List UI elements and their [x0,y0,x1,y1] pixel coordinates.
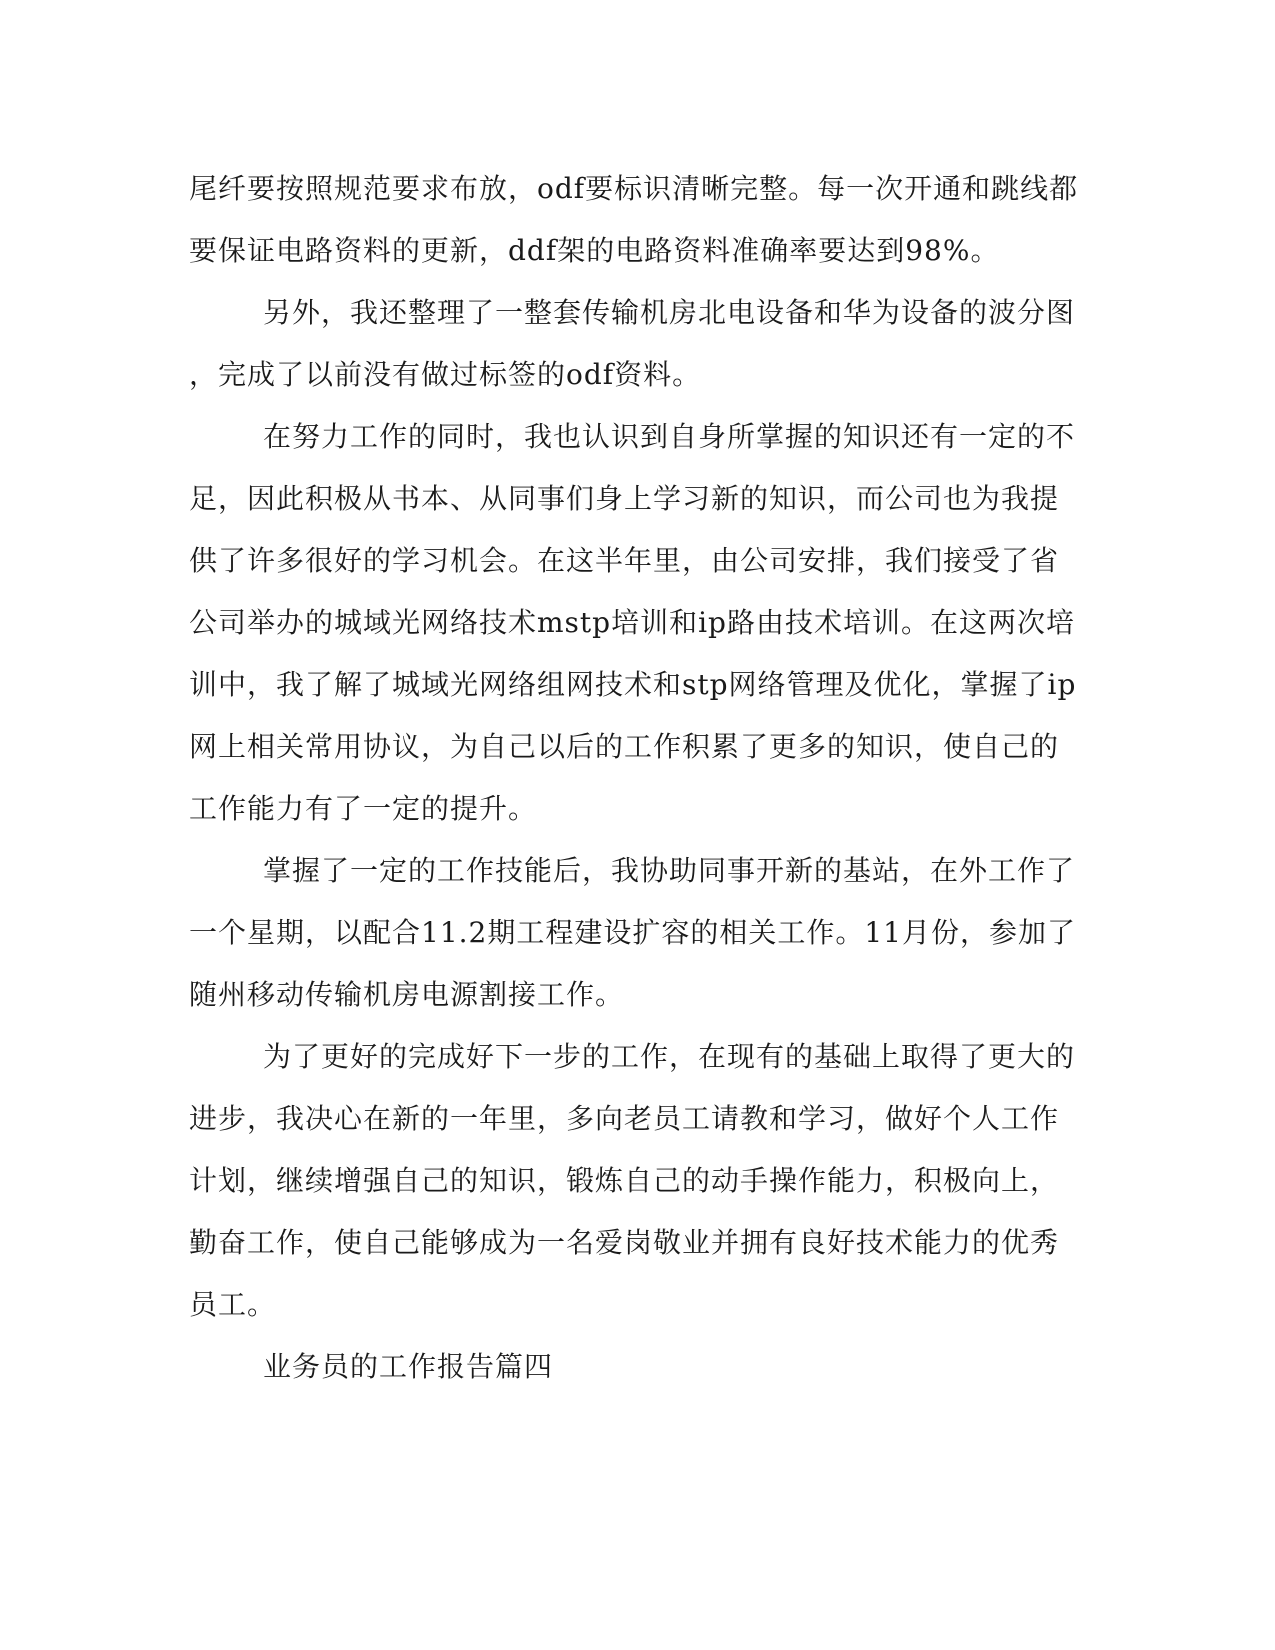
text-line: 勤奋工作，使自己能够成为一名爱岗敬业并拥有良好技术能力的优秀 [189,1226,1060,1259]
text-line: 网上相关常用协议，为自己以后的工作积累了更多的知识，使自己的 [189,730,1060,763]
text-line: 尾纤要按照规范要求布放，odf要标识清晰完整。每一次开通和跳线都 [189,172,1079,205]
text-line: 随州移动传输机房电源割接工作。 [189,978,625,1011]
text-line: 计划，继续增强自己的知识，锻炼自己的动手操作能力，积极向上， [189,1164,1060,1197]
paragraph-start: 在努力工作的同时，我也认识到自身所掌握的知识还有一定的不 [263,420,1076,453]
text-line: 公司举办的城域光网络技术mstp培训和ip路由技术培训。在这两次培 [189,606,1075,639]
text-line: 要保证电路资料的更新，ddf架的电路资料准确率要达到98%。 [189,234,1000,267]
text-line: 员工。 [189,1288,277,1321]
paragraph-start: 掌握了一定的工作技能后，我协助同事开新的基站，在外工作了 [263,854,1076,887]
text-line: 进步，我决心在新的一年里，多向老员工请教和学习，做好个人工作 [189,1102,1060,1135]
text-line: 训中，我了解了城域光网络组网技术和stp网络管理及优化，掌握了ip [189,668,1077,701]
document-body [189,158,1089,1398]
text-line: 供了许多很好的学习机会。在这半年里，由公司安排，我们接受了省 [189,544,1060,577]
text-line: 工作能力有了一定的提升。 [189,792,538,825]
text-line: 一个星期，以配合11.2期工程建设扩容的相关工作。11月份，参加了 [189,916,1076,949]
section-heading: 业务员的工作报告篇四 [263,1350,554,1383]
text-line: ，完成了以前没有做过标签的odf资料。 [189,358,702,391]
paragraph-start: 为了更好的完成好下一步的工作，在现有的基础上取得了更大的 [263,1040,1076,1073]
text-line: 足，因此积极从书本、从同事们身上学习新的知识，而公司也为我提 [189,482,1060,515]
paragraph-start: 另外，我还整理了一整套传输机房北电设备和华为设备的波分图 [263,296,1076,329]
